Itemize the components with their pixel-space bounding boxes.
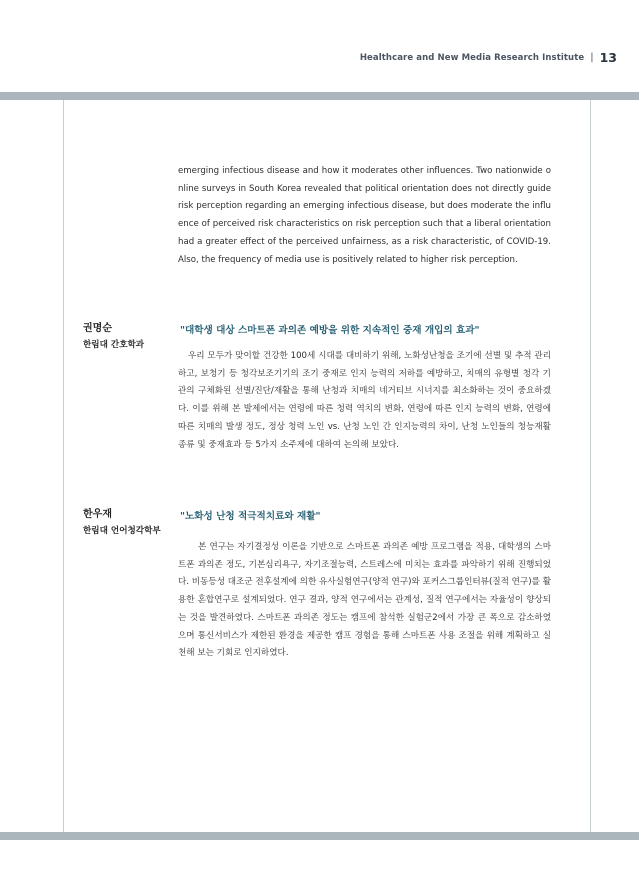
- section-body-2: [178, 539, 551, 663]
- author-name: 한우재: [83, 509, 112, 520]
- section-body-block-1: [178, 348, 551, 454]
- author-affiliation: 한림대 언어청각학부: [83, 526, 161, 536]
- top-band: [0, 92, 639, 100]
- author-affiliation: 한림대 간호학과: [83, 340, 145, 350]
- section-title-1: "대학생 대상 스마트폰 과의존 예방을 위한 지속적인 중재 개입의 효과": [180, 325, 480, 336]
- section-body-text-2: 본 연구는 자기결정성 이론을 기반으로 스마트폰 과의존 예방 프로그램을 적용, 대학생의 스마트폰 과의존 정도, 기본심리욕구, 자기조절능력, 스트레스에 미치는 효과를 파악하기 위해 진행되었다. 비동등성 대조군 전후설계에 의한 유사실험연구(양적 연구)와 포커스그룹인터뷰(질적 연구)를 활용한 혼합연구로 설계되었다. 연구 결과, 양적 연구에서는 관계성, 질적 연구에서는 자율성이 향상되는 것을 발견하였다. 스마트폰 과의존 정도는 캠프에 참석한 실험군2에서 가장 큰 폭으로 감소하였으며 통신서비스가 제한된 환경을 제공한 캠프 경험을 통해 스마트폰 사용 조절을 위해 계획하고 실천해 보는 기회로 인지하였다.: [178, 542, 551, 659]
- bottom-band: [0, 832, 639, 840]
- section-title-2: "노화성 난청 적극적치료와 재활": [180, 511, 321, 522]
- running-header: [360, 50, 617, 65]
- header-separator: |: [590, 52, 594, 63]
- section-body-1: [178, 348, 551, 454]
- left-margin-rule: [63, 100, 64, 832]
- author-block-1: [83, 322, 183, 350]
- running-title: Healthcare and New Media Research Institute: [359, 52, 585, 63]
- author-name: 권명순: [83, 323, 112, 334]
- right-margin-rule: [590, 100, 591, 832]
- section-body-block-2: [178, 539, 551, 663]
- intro-block: [178, 163, 551, 269]
- author-block-2: [83, 508, 183, 536]
- intro-paragraph: emerging infectious disease and how it moderates other influences. Two nationwide online surveys in South Korea revealed that political orientation does not directly guide risk perception regarding an emerging infectious disease, but does moderate the influence of perceived risk characteristics on risk perception such that a liberal orientation had a greater effect of the perceived unfairness, as a risk characteristic, of COVID-19. Also, the frequency of media use is positively related to higher risk perception.: [178, 166, 551, 265]
- section-body-text-1: 우리 모두가 맞이할 건강한 100세 시대를 대비하기 위해, 노화성난청을 조기에 선별 및 추적 관리하고, 보청기 등 청각보조기기의 조기 중재로 인지 능력의 저하를 예방하고, 치매의 유형별 청각 기관의 구체화된 선별/진단/재활을 통해 난청과 치매의 네거티브 시너지를 최소화하는 것이 중요하겠다. 이를 위해 본 발제에서는 연령에 따른 청력 역치의 변화, 연령에 따른 인지 능력의 변화, 연령에 따른 치매의 발생 정도, 정상 청력 노인 vs. 난청 노인 간 인지능력의 차이, 난청 노인들의 청능재활 종류 및 중재효과 등 5가지 소주제에 대하여 논의해 보았다.: [178, 351, 551, 450]
- page-number: 13: [599, 50, 617, 65]
